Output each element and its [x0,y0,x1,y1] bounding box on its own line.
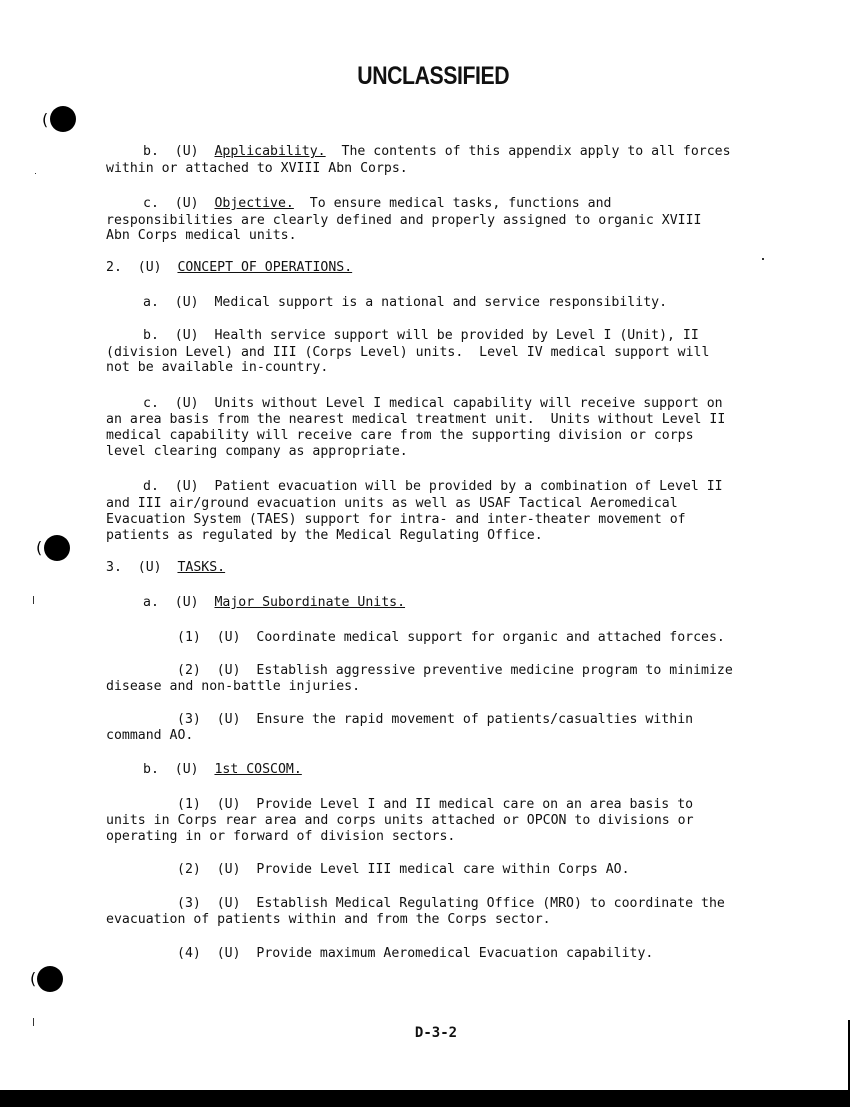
paragraph-3b-heading [143,762,302,778]
scan-speck [762,258,764,260]
paragraph-2b-line: b. (U) Health service support will be provided by Level I (Unit), II [143,328,699,343]
punch-hole-middle-edge: ( [36,538,43,557]
paragraph-2b-line: not be available in-country. [106,360,329,375]
section-prefix: 3. (U) [106,560,178,575]
punch-hole-middle [44,535,70,561]
paragraph-2c-line: c. (U) Units without Level I medical capability will receive support on [143,396,723,411]
para-text: To ensure medical tasks, functions and [293,196,612,211]
page-number: D-3-2 [414,1025,458,1041]
para-prefix: c. (U) [143,196,215,211]
paragraph-objective-line: responsibilities are clearly defined and properly assigned to organic XVIII [106,213,702,228]
paragraph-objective-line: Abn Corps medical units. [106,228,297,243]
section-prefix: 2. (U) [106,260,178,275]
para-title: Major Subordinate Units. [214,595,406,610]
paragraph-3b3-line: evacuation of patients within and from the Corps sector. [106,912,551,927]
section-title: TASKS. [177,560,226,575]
classification-marking: UNCLASSIFIED [357,62,510,90]
para-title: Applicability. [214,144,326,159]
para-prefix: b. (U) [143,762,215,777]
paragraph-3a1: (1) (U) Coordinate medical support for organic and attached forces. [177,630,725,645]
paragraph-2d-line: and III air/ground evacuation units as well as USAF Tactical Aeromedical [106,496,678,511]
paragraph-3b1-line: operating in or forward of division sectors. [106,829,456,844]
paragraph-3a-heading [143,595,405,611]
punch-hole-bottom-edge: ( [30,969,37,988]
paragraph-3a3-line: (3) (U) Ensure the rapid movement of patients/casualties within [177,712,694,727]
paragraph-3b1-line: units in Corps rear area and corps units attached or OPCON to divisions or [106,813,694,828]
para-title: 1st COSCOM. [214,762,302,777]
paragraph-3b1-line: (1) (U) Provide Level I and II medical care on an area basis to [177,797,694,812]
paragraph-applicability [143,144,731,160]
para-prefix: a. (U) [143,595,215,610]
paragraph-2c-line: level clearing company as appropriate. [106,444,408,459]
section-heading-tasks [106,560,225,576]
punch-hole-bottom [37,966,63,992]
paragraph-3b4: (4) (U) Provide maximum Aeromedical Evacuation capability. [177,946,654,961]
scan-speck [35,173,36,174]
section-heading-concept [106,260,352,276]
punch-hole-top [50,106,76,132]
paragraph-2a: a. (U) Medical support is a national and service responsibility. [143,295,668,310]
paragraph-3a3-line: command AO. [106,728,194,743]
paragraph-3b3-line: (3) (U) Establish Medical Regulating Office (MRO) to coordinate the [177,896,725,911]
para-prefix: b. (U) [143,144,215,159]
para-title: Objective. [214,196,294,211]
para-text: The contents of this appendix apply to all forces [325,144,731,159]
paragraph-2b-line: (division Level) and III (Corps Level) units. Level IV medical support will [106,345,710,360]
paragraph-3b2: (2) (U) Provide Level III medical care within Corps AO. [177,862,630,877]
paragraph-objective [143,196,611,212]
scan-edge-bottom [0,1090,850,1107]
paragraph-3a2-line: disease and non-battle injuries. [106,679,361,694]
paragraph-2d-line: patients as regulated by the Medical Regulating Office. [106,528,543,543]
paragraph-3a2-line: (2) (U) Establish aggressive preventive medicine program to minimize [177,663,733,678]
paragraph-applicability-line: within or attached to XVIII Abn Corps. [106,161,408,176]
scan-speck [33,596,34,604]
paragraph-2d-line: d. (U) Patient evacuation will be provided by a combination of Level II [143,479,723,494]
paragraph-2c-line: medical capability will receive care from the supporting division or corps [106,428,694,443]
paragraph-2d-line: Evacuation System (TAES) support for intra- and inter-theater movement of [106,512,686,527]
paragraph-2c-line: an area basis from the nearest medical treatment unit. Units without Level II [106,412,726,427]
punch-hole-top-edge: ( [42,110,49,129]
section-title: CONCEPT OF OPERATIONS. [177,260,353,275]
